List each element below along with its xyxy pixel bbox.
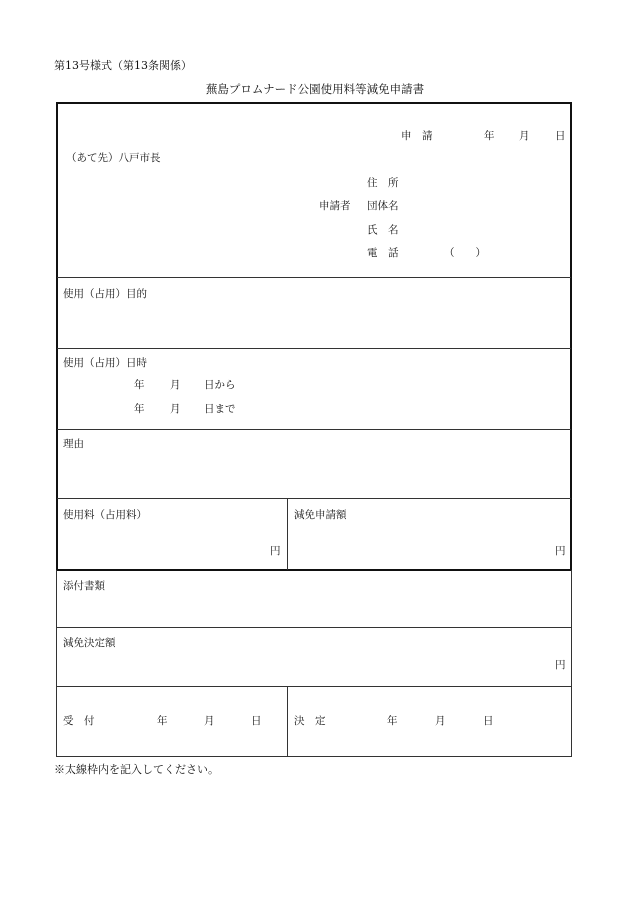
attachments-label: 添付書類 [63, 580, 105, 592]
from-year[interactable]: 年 [134, 379, 145, 391]
to-year[interactable]: 年 [134, 403, 145, 415]
form-title: 蕪島プロムナード公園使用料等減免申請書 [205, 82, 425, 96]
divider [57, 277, 571, 278]
application-month[interactable]: 月 [519, 130, 530, 142]
purpose-label: 使用（占用）目的 [63, 288, 147, 300]
application-date-label: 申 請 [401, 130, 433, 142]
fee-yen: 円 [270, 545, 281, 557]
decision-amount-yen: 円 [555, 659, 566, 671]
divider [56, 686, 572, 687]
phone-area-code[interactable]: （ ） [444, 247, 486, 259]
form-number: 第13号様式（第13条関係） [54, 59, 192, 72]
divider [287, 499, 288, 570]
office-use-area [56, 570, 572, 757]
reduction-request-label: 減免申請額 [294, 509, 347, 521]
decision-month[interactable]: 月 [435, 715, 446, 727]
to-day[interactable]: 日まで [204, 403, 236, 415]
divider [57, 429, 571, 430]
reduction-yen: 円 [555, 545, 566, 557]
addressee: （あて先）八戸市長 [66, 152, 161, 164]
receipt-year[interactable]: 年 [157, 715, 168, 727]
application-day[interactable]: 日 [555, 130, 566, 142]
decision-amount-label: 減免決定額 [63, 637, 116, 649]
decision-label: 決 定 [294, 715, 326, 727]
to-month[interactable]: 月 [170, 403, 181, 415]
applicant-label: 申請者 [319, 200, 351, 212]
receipt-label: 受 付 [63, 715, 95, 727]
divider [57, 348, 571, 349]
decision-day[interactable]: 日 [483, 715, 494, 727]
receipt-month[interactable]: 月 [204, 715, 215, 727]
applicant-fill-area [56, 102, 572, 571]
receipt-day[interactable]: 日 [251, 715, 262, 727]
address-label: 住 所 [367, 177, 399, 189]
divider [56, 627, 572, 628]
phone-label: 電 話 [367, 247, 399, 259]
group-name-label: 団体名 [367, 200, 399, 212]
from-month[interactable]: 月 [170, 379, 181, 391]
divider [57, 498, 571, 499]
name-label: 氏 名 [367, 224, 399, 236]
from-day[interactable]: 日から [204, 379, 236, 391]
fee-label: 使用料（占用料） [63, 509, 147, 521]
footnote: ※太線枠内を記入してください。 [54, 763, 219, 776]
reason-label: 理由 [63, 438, 84, 450]
divider [287, 686, 288, 756]
application-year[interactable]: 年 [484, 130, 495, 142]
datetime-label: 使用（占用）日時 [63, 357, 147, 369]
decision-year[interactable]: 年 [387, 715, 398, 727]
